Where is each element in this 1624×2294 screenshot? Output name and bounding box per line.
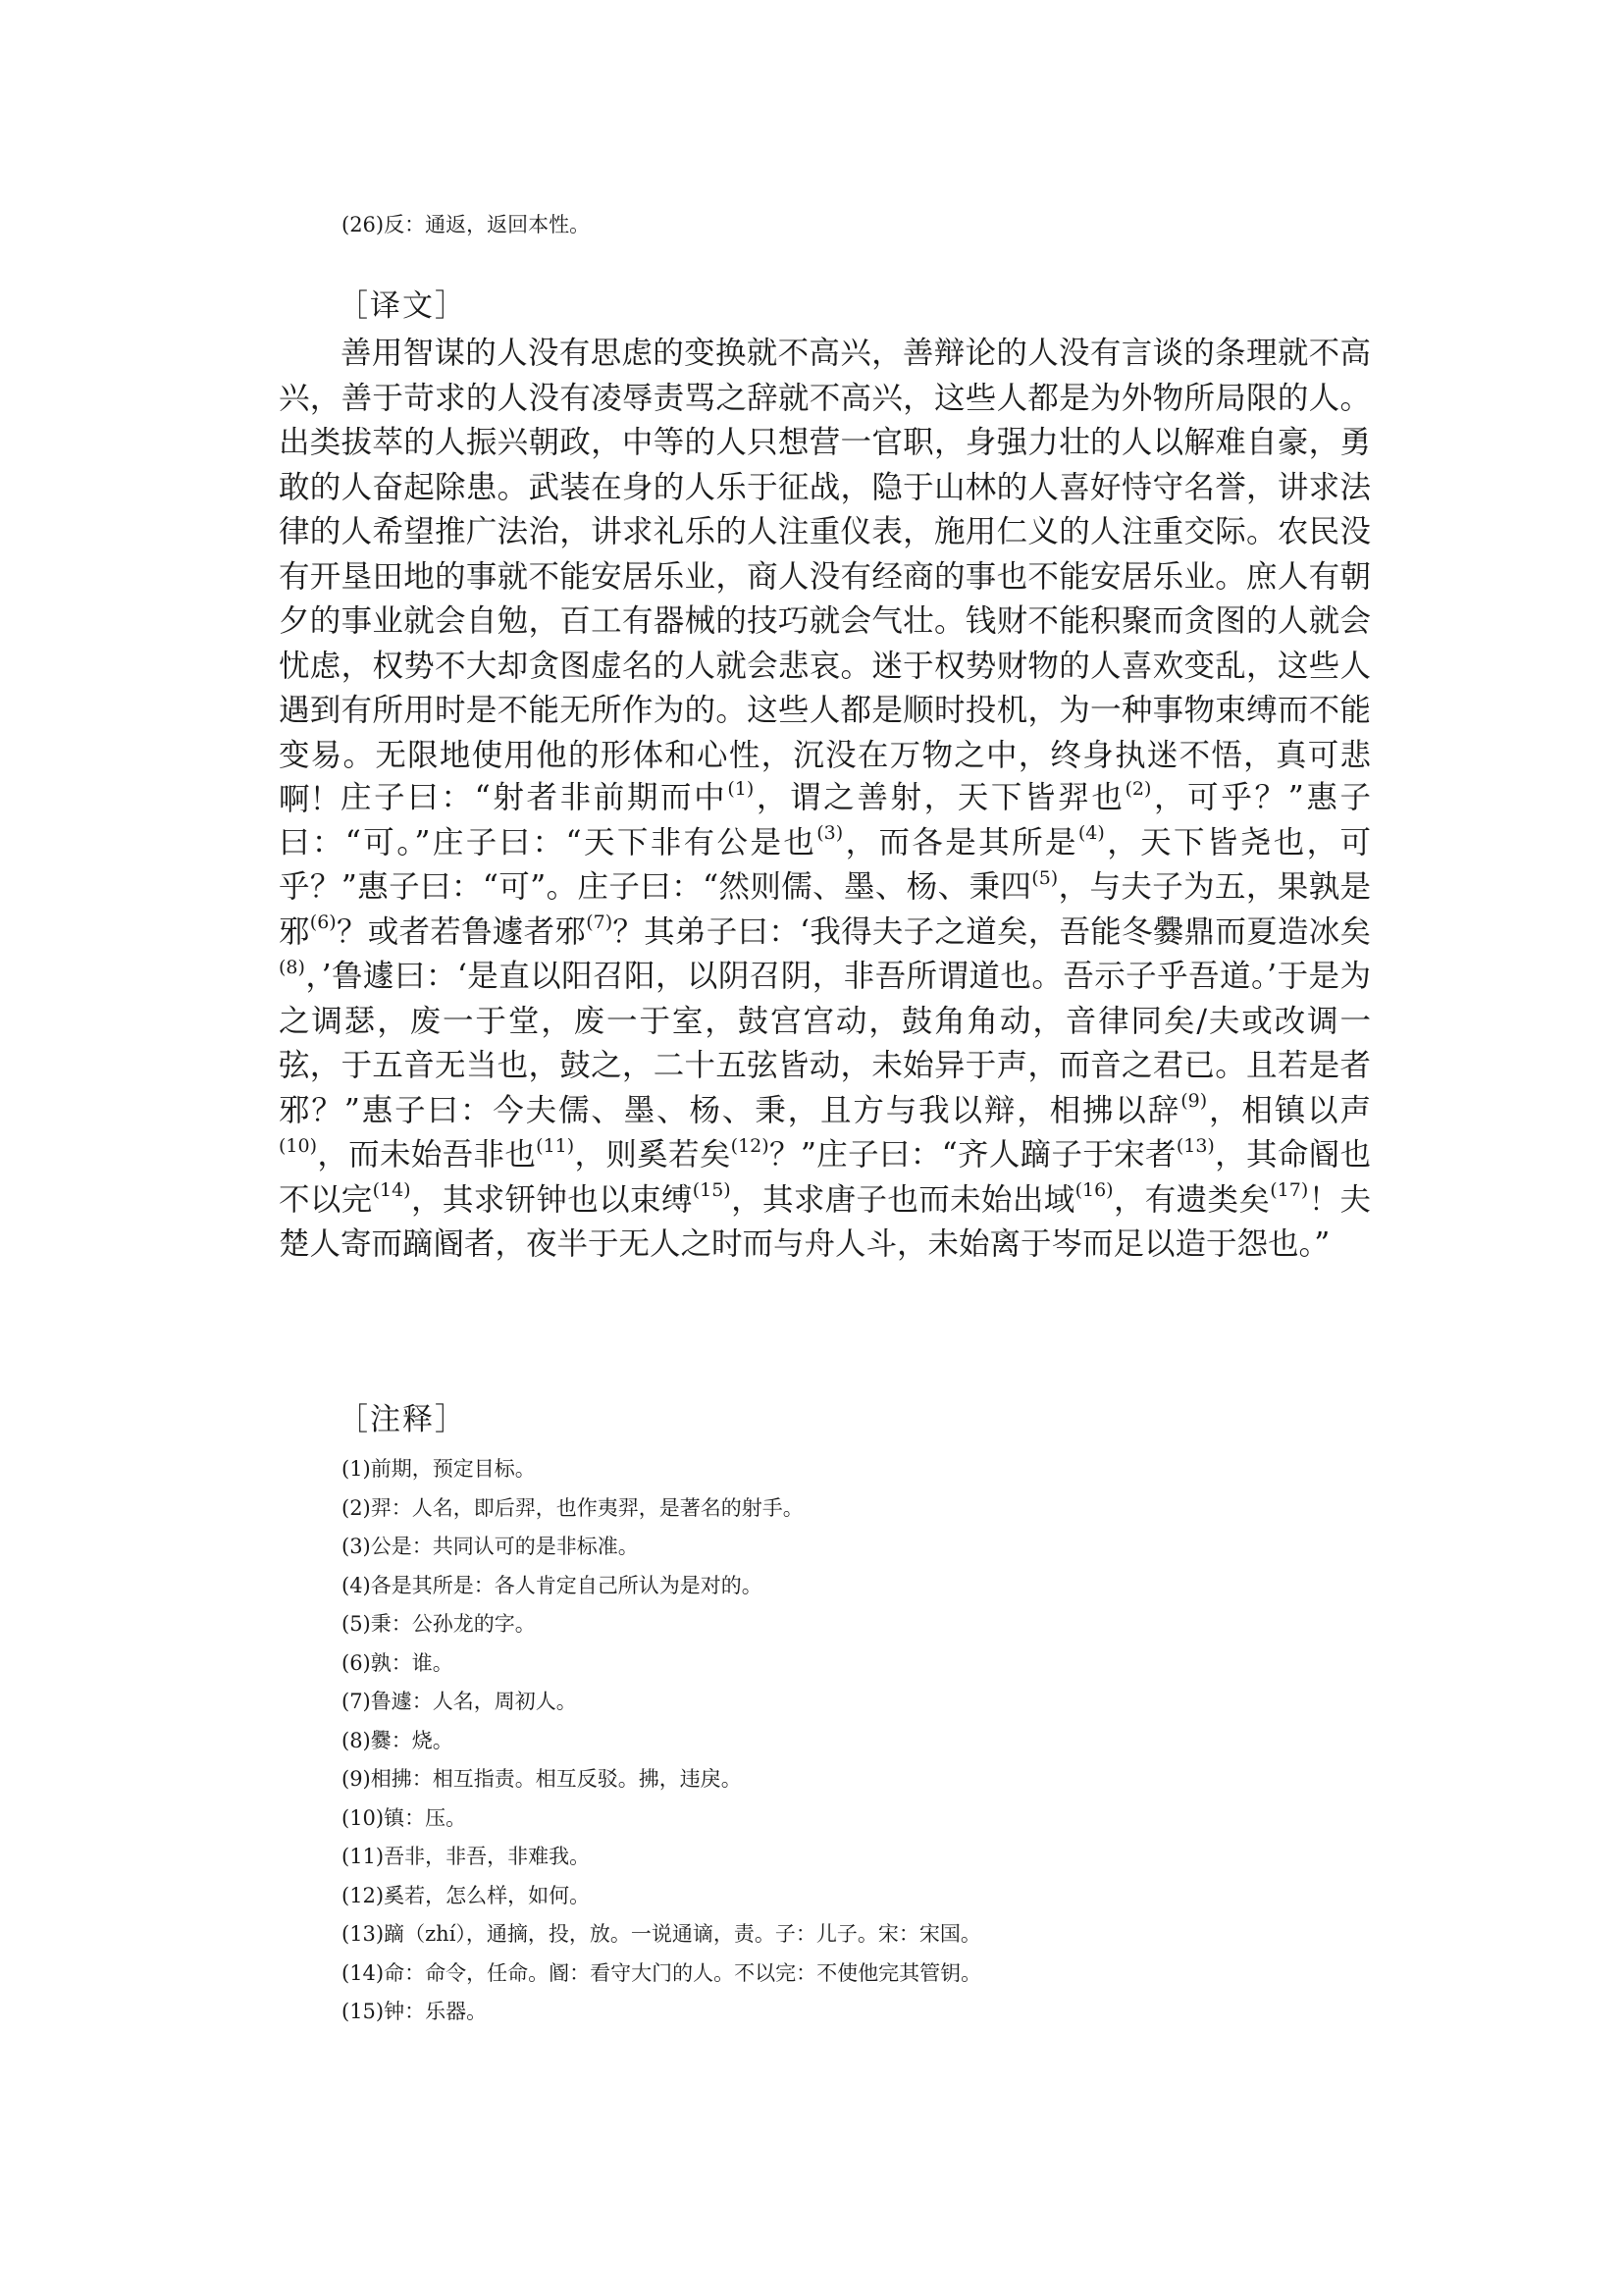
note-marker-2: (2)	[1125, 777, 1152, 800]
note-marker-14: (14)	[372, 1179, 411, 1201]
note-item-15: (15)钟：乐器。	[341, 2000, 488, 2023]
text-segment: ，其命阍也不以完	[279, 1137, 1371, 1218]
note-marker-9: (9)	[1180, 1090, 1208, 1112]
text-segment: ！夫楚人寄而蹢阍者，夜半于无人之时而与舟人斗，未始离于岑而足以造于怨也。”	[279, 1181, 1371, 1262]
note-item-6: (6)孰：谁。	[341, 1650, 453, 1675]
notes-list	[341, 1450, 1323, 2032]
text-segment: ，而未始吾非也	[317, 1137, 537, 1173]
note-marker-5: (5)	[1031, 866, 1059, 889]
note-item-3: (3)公是：共同认可的是非标准。	[341, 1535, 639, 1558]
text-segment: ，相镇以声	[1207, 1092, 1371, 1128]
text-segment: ，而各是其所是	[843, 824, 1078, 860]
text-segment: ，天下皆尧也，可乎？”惠子曰：“可”。庄子曰：“然则儒、墨、杨、秉四	[279, 824, 1371, 905]
text-segment: ？”庄子曰：“齐人蹢子于宋者	[768, 1137, 1177, 1173]
note-item-10: (10)镇：压。	[341, 1805, 467, 1830]
note-marker-17: (17)	[1270, 1179, 1309, 1201]
note-item-4: (4)各是其所是：各人肯定自己所认为是对的。	[341, 1573, 762, 1597]
note-item-12: (12)奚若，怎么样，如何。	[341, 1883, 591, 1907]
note-marker-4: (4)	[1077, 822, 1105, 844]
text-segment: ，可乎？”惠子曰：“可。”庄子曰：“天下非有公是也	[279, 780, 1371, 860]
note-item-14: (14)命：命令，任命。阍：看守大门的人。不以完：不使他完其管钥。	[341, 1960, 982, 1985]
note-item-8: (8)爨：烧。	[341, 1728, 453, 1752]
text-segment: ，谓之善射，天下皆羿也	[754, 780, 1126, 815]
text-segment: ，则奚若矣	[574, 1137, 731, 1173]
original-paragraph	[279, 776, 1371, 1268]
translation-heading: ［译文］	[338, 288, 467, 324]
note-item-5: (5)秉：公孙龙的字。	[341, 1612, 536, 1636]
note-marker-3: (3)	[816, 822, 844, 844]
note-item-7: (7)鲁遽：人名，周初人。	[341, 1690, 577, 1713]
note-marker-15: (15)	[692, 1179, 731, 1201]
text-segment: ，与夫子为五，果孰是邪	[279, 869, 1371, 950]
note-item-2: (2)羿：人名，即后羿，也作夷羿，是著名的射手。	[341, 1495, 804, 1520]
original-text-section	[279, 776, 1371, 1268]
translation-section	[279, 332, 1371, 823]
footnote-26: (26)反：通返，返回本性。	[341, 213, 591, 236]
note-marker-13: (13)	[1176, 1134, 1215, 1157]
notes-heading: ［注释］	[338, 1402, 467, 1437]
note-item-9: (9)相拂：相互指责。相互反驳。拂，违戾。	[341, 1767, 742, 1791]
note-marker-11: (11)	[536, 1134, 575, 1157]
note-marker-16: (16)	[1074, 1179, 1114, 1201]
text-segment: ，’鲁遽曰：‘是直以阳召阳，以阴召阴，非吾所谓道也。吾示子乎吾道。’于是为之调瑟，废一于堂，废一于室，鼓宫宫动，鼓角角动，音律同矣/夫或改调一弦，于五音无当也，鼓之，二十五弦皆动，未始异于声，而音之君已。且若是者邪？”惠子曰：今夫儒、墨、杨、秉，且方与我以辩，相拂以辞	[279, 959, 1371, 1128]
text-segment: ？或者若鲁遽者邪	[336, 913, 587, 950]
note-marker-6: (6)	[309, 912, 337, 933]
note-marker-7: (7)	[586, 912, 613, 933]
note-item-1: (1)前期，预定目标。	[341, 1457, 536, 1481]
text-segment: 庄子曰：“射者非前期而中	[341, 780, 728, 815]
note-marker-1: (1)	[727, 777, 755, 800]
note-item-13: (13)蹢（zhí），通摘，投，放。一说通谪，责。子：儿子。宋：宋国。	[341, 1922, 981, 1946]
note-item-11: (11)吾非，非吾，非难我。	[341, 1845, 591, 1868]
note-marker-12: (12)	[730, 1134, 769, 1157]
translation-paragraph: 善用智谋的人没有思虑的变换就不高兴，善辩论的人没有言谈的条理就不高兴，善于苛求的人没有凌辱责骂之辞就不高兴，这些人都是为外物所局限的人。出类拔萃的人振兴朝政，中等的人只想营一官职，身强力壮的人以解难自豪，勇敢的人奋起除患。武装在身的人乐于征战，隐于山林的人喜好恃守名誉，讲求法律的人希望推广法治，讲求礼乐的人注重仪表，施用仁义的人注重交际。农民没有开垦田地的事就不能安居乐业，商人没有经商的事也不能安居乐业。庶人有朝夕的事业就会自勉，百工有器械的技巧就会气壮。钱财不能积聚而贪图的人就会忧虑，权势不大却贪图虚名的人就会悲哀。迷于权势财物的人喜欢变乱，这些人遇到有所用时是不能无所作为的。这些人都是顺时投机，为一种事物束缚而不能变易。无限地使用他的形体和心性，沉没在万物之中，终身执迷不悟，真可悲啊！	[279, 336, 1371, 817]
text-segment: ，有遗类矣	[1113, 1181, 1271, 1218]
text-segment: ，其求钘钟也以束缚	[410, 1181, 693, 1218]
note-marker-8: (8)	[279, 956, 305, 978]
note-marker-10: (10)	[279, 1134, 318, 1157]
text-segment: ？其弟子曰：‘我得夫子之道矣，吾能冬爨鼎而夏造冰矣	[612, 913, 1371, 950]
text-segment: ，其求唐子也而未始出域	[730, 1181, 1075, 1218]
